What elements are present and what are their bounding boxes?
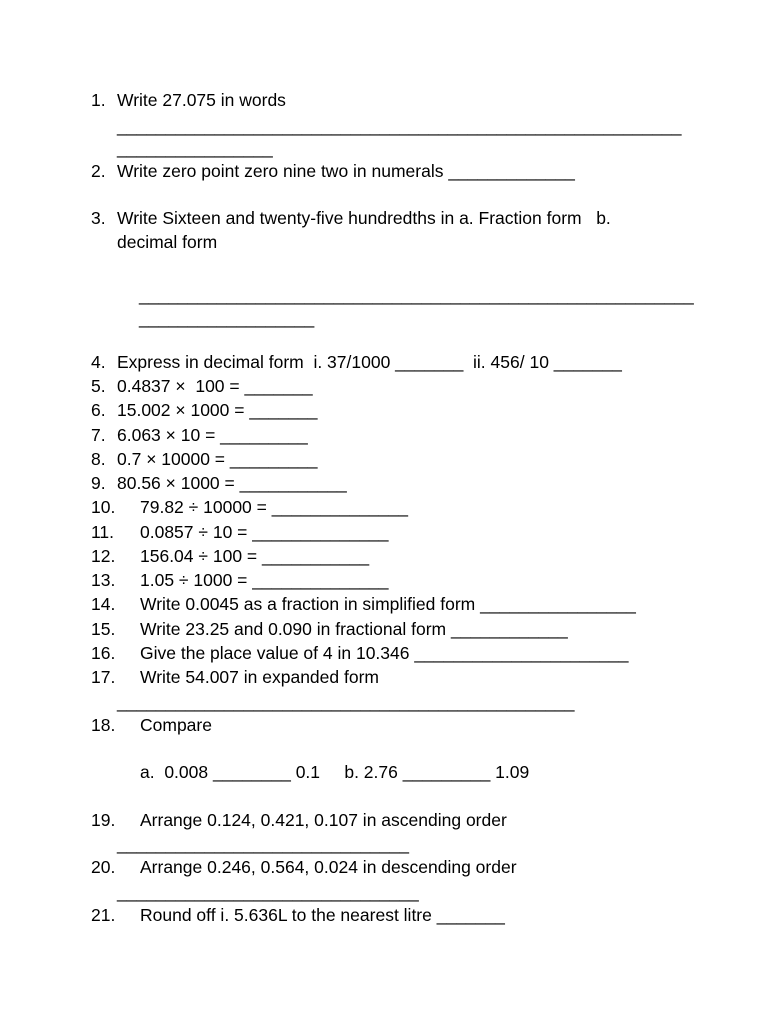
question-text: 15.002 × 1000 = _______ bbox=[117, 400, 318, 420]
answer-line: __________________________________________________________ bbox=[117, 116, 682, 136]
answer-line: __________________ bbox=[139, 308, 315, 328]
question-number: 4. bbox=[91, 352, 106, 372]
question-text: Write 0.0045 as a fraction in simplified form ________________ bbox=[140, 594, 636, 614]
question-number: 10. bbox=[91, 497, 116, 517]
question-text: decimal form bbox=[117, 232, 218, 252]
question-text: Arrange 0.246, 0.564, 0.024 in descending order bbox=[140, 857, 517, 877]
question-text: 0.0857 ÷ 10 = ______________ bbox=[140, 522, 389, 542]
question-text: Write 54.007 in expanded form bbox=[140, 667, 379, 687]
question-number: 11. bbox=[91, 522, 115, 542]
question-text: Write Sixteen and twenty-five hundredths in a. Fraction form b. bbox=[117, 208, 611, 228]
question-number: 16. bbox=[91, 643, 116, 663]
question-number: 13. bbox=[91, 570, 116, 590]
question-number: 3. bbox=[91, 208, 106, 228]
answer-line: _________________________________________________________ bbox=[139, 285, 694, 305]
question-text: Write 23.25 and 0.090 in fractional form ____________ bbox=[140, 619, 568, 639]
question-text: Write zero point zero nine two in numerals _____________ bbox=[117, 161, 575, 181]
question-number: 8. bbox=[91, 449, 106, 469]
question-text: Compare bbox=[140, 715, 212, 735]
question-number: 7. bbox=[91, 425, 106, 445]
question-text: 156.04 ÷ 100 = ___________ bbox=[140, 546, 370, 566]
question-number: 5. bbox=[91, 376, 106, 396]
question-number: 20. bbox=[91, 857, 116, 877]
question-number: 9. bbox=[91, 473, 106, 493]
question-number: 1. bbox=[91, 90, 106, 110]
question-number: 2. bbox=[91, 161, 106, 181]
question-text: 1.05 ÷ 1000 = ______________ bbox=[140, 570, 389, 590]
question-number: 17. bbox=[91, 667, 116, 687]
question-number: 14. bbox=[91, 594, 116, 614]
answer-line: ________________ bbox=[117, 138, 273, 158]
answer-line: _______________________________ bbox=[117, 882, 419, 902]
question-text: Round off i. 5.636L to the nearest litre _______ bbox=[140, 905, 505, 925]
question-text: 80.56 × 1000 = ___________ bbox=[117, 473, 347, 493]
question-text: 0.4837 × 100 = _______ bbox=[117, 376, 313, 396]
question-text: Express in decimal form i. 37/1000 _______ ii. 456/ 10 _______ bbox=[117, 352, 622, 372]
comparison-items: a. 0.008 ________ 0.1 b. 2.76 _________ 1.09 bbox=[140, 762, 530, 782]
question-number: 18. bbox=[91, 715, 116, 735]
question-number: 12. bbox=[91, 546, 116, 566]
question-text: 6.063 × 10 = _________ bbox=[117, 425, 308, 445]
question-text: Give the place value of 4 in 10.346 ______________________ bbox=[140, 643, 629, 663]
question-text: Arrange 0.124, 0.421, 0.107 in ascending order bbox=[140, 810, 507, 830]
answer-line: ______________________________ bbox=[117, 834, 409, 854]
question-number: 6. bbox=[91, 400, 106, 420]
question-text: 79.82 ÷ 10000 = ______________ bbox=[140, 497, 408, 517]
answer-line: _______________________________________________ bbox=[117, 692, 575, 712]
question-number: 19. bbox=[91, 810, 116, 830]
question-text: 0.7 × 10000 = _________ bbox=[117, 449, 318, 469]
question-text: Write 27.075 in words bbox=[117, 90, 286, 110]
question-number: 21. bbox=[91, 905, 116, 925]
question-number: 15. bbox=[91, 619, 116, 639]
